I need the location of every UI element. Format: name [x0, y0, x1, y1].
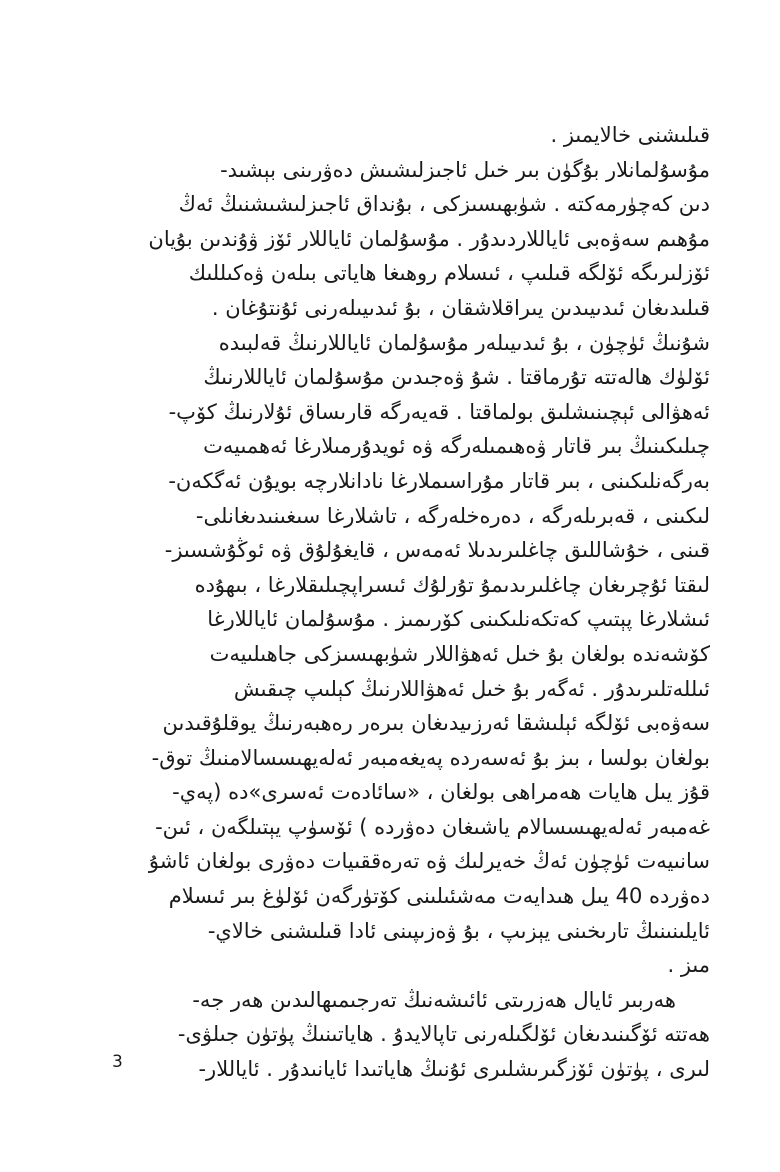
page-number: 3	[112, 1052, 123, 1072]
text-line-9: ئەھۋالى ئېچىنىشلىق بولماقتا . قەيەرگە قارىساق ئۇلارنىڭ كۆپ-	[168, 399, 710, 424]
text-line-23: دەۋردە 40 يىل ھىدايەت مەشئىلىنى كۆتۈرگەن ئۆلۈغ بىر ئىسلام	[168, 884, 710, 909]
text-line-1: قىلىشنى خالايمىز .	[550, 123, 710, 147]
text-line-28: لىرى ، پۈتۈن ئۆزگىرىشلىرى ئۇنىڭ ھاياتىدا ئايانىدۇر . ئاياللار-	[198, 1057, 710, 1082]
text-line-27: ھەتتە ئۆگىنىدىغان ئۆلگىلەرنى تاپالايدۇ . ھاياتىنىڭ پۈتۈن جىلۋى-	[177, 1022, 710, 1047]
text-line-13: قىنى ، خۇشاللىق چاغلىرىدىلا ئەمەس ، قايغۇلۇق ۋە ئوڭۇشسىز-	[164, 538, 710, 563]
text-line-6: قىلىدىغان ئىدىيىدىن يىراقلاشقان ، بۇ ئىدىيىلەرنى ئۇنتۇغان .	[211, 295, 710, 320]
text-line-12: لىكىنى ، قەبرىلەرگە ، دەرەخلەرگە ، تاشلارغا سىغىنىدىغانلى-	[195, 503, 710, 528]
text-line-15: ئىشلارغا پېتىپ كەتكەنلىكىنى كۆرىمىز . مۇسۇلمان ئاياللارغا	[207, 607, 710, 632]
text-line-18: سەۋەبى ئۆلگە ئېلىشقا ئەرزىيدىغان بىرەر رەھبەرنىڭ يوقلۇقىدىن	[162, 711, 710, 736]
text-line-20: قۇز يىل ھايات ھەمراھى بولغان ، «سائادەت ئەسرى»دە (پەي-	[172, 780, 710, 805]
text-line-21: غەمبەر ئەلەيھىسسالام ياشىغان دەۋردە ) ئۆسۈپ يېتىلگەن ، ئىن-	[155, 814, 710, 839]
text-line-17: ئىللەتلىرىدۇر . ئەگەر بۇ خىل ئەھۋاللارنىڭ كېلىپ چىقىش	[233, 676, 710, 701]
text-line-8: ئۆلۈك ھالەتتە تۇرماقتا . شۇ ۋەجىدىن مۇسۇلمان ئاياللارنىڭ	[203, 365, 710, 390]
text-line-5: ئۆزلىرىگە ئۆلگە قىلىپ ، ئىسلام روھىغا ھاياتى بىلەن ۋەكىللىك	[188, 261, 710, 286]
text-line-2: مۇسۇلمانلار بۇگۈن بىر خىل ئاجىزلىشىش دەۋرىنى بېشىد-	[220, 157, 710, 182]
text-line-22: سانىيەت ئۈچۈن ئەڭ خەيرلىك ۋە تەرەققىيات دەۋرى بولغان ئاشۇ	[148, 849, 710, 874]
text-line-4: مۇھىم سەۋەبى ئاياللاردىدۇر . مۇسۇلمان ئاياللار ئۆز ۋۇندىن بۇيان	[148, 226, 710, 251]
text-line-10: چىلىكىنىڭ بىر قاتار ۋەھىمىلەرگە ۋە ئويدۇرمىلارغا ئەھمىيەت	[203, 434, 710, 459]
text-line-7: شۇنىڭ ئۈچۈن ، بۇ ئىدىيىلەر مۇسۇلمان ئاياللارنىڭ قەلبىدە	[218, 330, 710, 355]
text-line-24: ئايلىنىنىڭ تارىخىنى يېزىپ ، بۇ ۋەزىپىنى ئادا قىلىشنى خالاي-	[207, 918, 710, 943]
body-text	[100, 118, 710, 1087]
text-line-3: دىن كەچۈرمەكتە . شۈبھىسىزكى ، بۇنداق ئاجىزلىشىشنىڭ ئەڭ	[178, 192, 710, 217]
text-line-11: بەرگەنلىكىنى ، بىر قاتار مۇراسىملارغا نادانلارچە بويۇن ئەگكەن-	[168, 468, 710, 493]
text-line-16: كۆشەندە بولغان بۇ خىل ئەھۋاللار شۈبھىسىزكى جاھىلىيەت	[209, 641, 710, 666]
text-line-14: لىقتا ئۇچرىغان چاغلىرىدىمۇ تۇرلۇك ئىسراپچىلىقلارغا ، بىھۇدە	[194, 572, 710, 597]
text-line-26: ھەربىر ئايال ھەزرىتى ئائىشەنىڭ تەرجىمىھالىدىن ھەر جە-	[192, 987, 676, 1012]
text-line-25: مىز .	[667, 953, 710, 978]
text-line-19: بولغان بولسا ، بىز بۇ ئەسەردە پەيغەمبەر ئەلەيھىسسالامنىڭ توق-	[151, 745, 710, 770]
